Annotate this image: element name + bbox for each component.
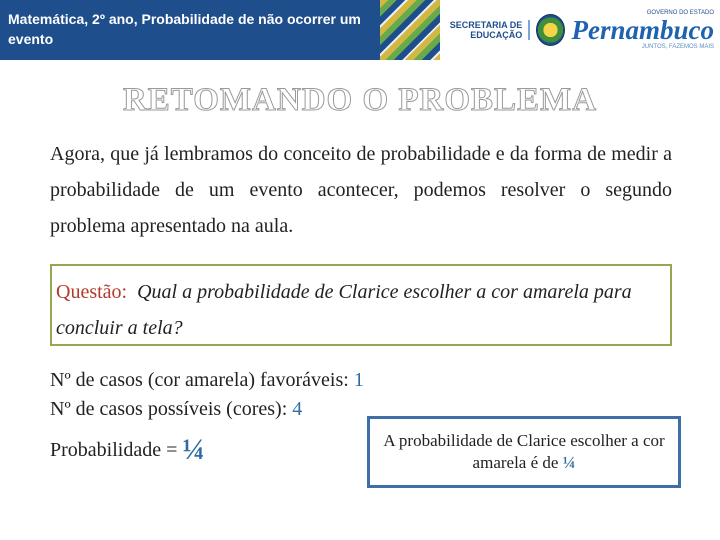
conclusion-text: A probabilidade de Clarice escolher a cor amarela é de (383, 431, 665, 472)
possible-cases-line (50, 395, 390, 424)
question-label: Questão: (56, 281, 128, 303)
question-box (50, 264, 672, 346)
conclusion-box (367, 416, 681, 488)
question-text: Qual a probabilidade de Clarice escolher a cor amarela para concluir a tela? (56, 281, 632, 339)
brand-motto: JUNTOS, FAZEMOS MAIS (641, 44, 714, 50)
possible-cases-value: 4 (292, 398, 303, 420)
government-logo (446, 8, 714, 52)
conclusion-content (378, 430, 670, 474)
brand-name: Pernambuco (571, 15, 714, 45)
probability-label: Probabilidade = (50, 439, 178, 461)
state-seal-icon (536, 14, 565, 46)
intro-paragraph: Agora, que já lembramos do conceito de probabilidade e da forma de medir a probabilidade de um evento acontecer, podemos resolver o segundo problema apresentado na aula. (50, 143, 672, 237)
favorable-cases-label: Nº de casos (cor amarela) favoráveis: (50, 369, 349, 391)
probability-value: ¼ (182, 433, 205, 466)
brand (571, 10, 714, 50)
possible-cases-label: Nº de casos possíveis (cores): (50, 398, 288, 420)
conclusion-value: ¼ (562, 453, 576, 472)
secretaria-label: SECRETARIA DE EDUCAÇÃO (446, 20, 530, 40)
header-stripes (380, 0, 440, 60)
probability-line (50, 433, 205, 467)
page-heading: RETOMANDO O PROBLEMA (122, 82, 598, 118)
brand-governo: GOVERNO DO ESTADO (646, 10, 714, 16)
favorable-cases-value: 1 (353, 369, 364, 391)
cases-block (50, 366, 390, 424)
favorable-cases-line (50, 366, 390, 395)
header-bar (0, 0, 440, 60)
header-title: Matemática, 2º ano, Probabilidade de não ocorrer um evento (8, 11, 361, 47)
